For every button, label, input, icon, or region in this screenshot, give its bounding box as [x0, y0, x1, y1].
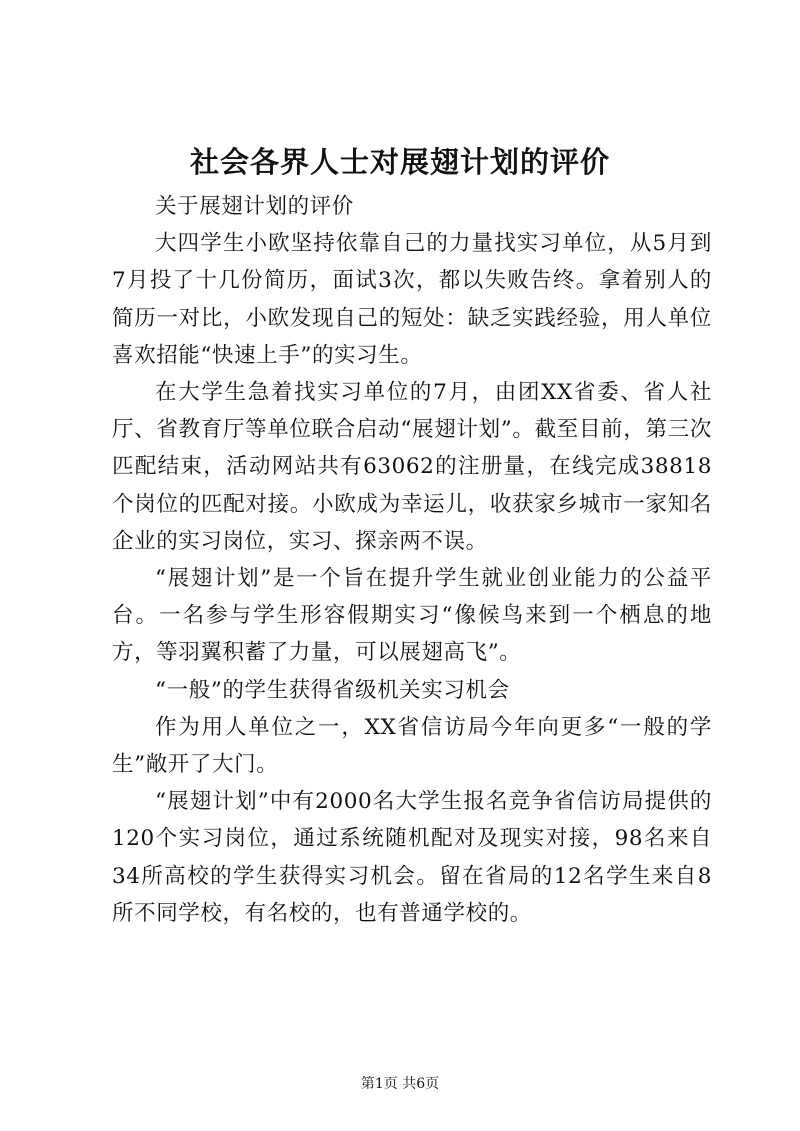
document-body — [112, 188, 712, 932]
body-paragraph: 在大学生急着找实习单位的7月，由团XX省委、省人社厅、省教育厅等单位联合启动“展翅计划”。截至目前，第三次匹配结束，活动网站共有63062的注册量，在线完成38818个岗位的匹配对接。小欧成为幸运儿，收获家乡城市一家知名企业的实习岗位，实习、探亲两不误。 — [112, 380, 712, 554]
document-title: 社会各界人士对展翅计划的评价 — [189, 145, 610, 179]
body-paragraph: 大四学生小欧坚持依靠自己的力量找实习单位，从5月到7月投了十几份简历，面试3次，都以失败告终。拿着别人的简历一对比，小欧发现自己的短处：缺乏实践经验，用人单位喜欢招能“快速上手”的实习生。 — [112, 231, 712, 368]
body-paragraph: 作为用人单位之一，XX省信访局今年向更多“一般的学生”敞开了大门。 — [112, 714, 712, 778]
section-heading: 关于展翅计划的评价 — [155, 194, 354, 219]
body-paragraph: “展翅计划”中有2000名大学生报名竞争省信访局提供的120个实习岗位，通过系统随机配对及现实对接，98名来自34所高校的学生获得实习机会。留在省局的12名学生来自8所不同学校，有名校的，也有普通学校的。 — [112, 789, 712, 926]
body-paragraph: “展翅计划”是一个旨在提升学生就业创业能力的公益平台。一名参与学生形容假期实习“像候鸟来到一个栖息的地方，等羽翼积蓄了力量，可以展翅高飞”。 — [112, 566, 712, 666]
section-heading: “一般”的学生获得省级机关实习机会 — [155, 677, 510, 703]
page-number-footer: 第1页 共6页 — [360, 1076, 440, 1092]
